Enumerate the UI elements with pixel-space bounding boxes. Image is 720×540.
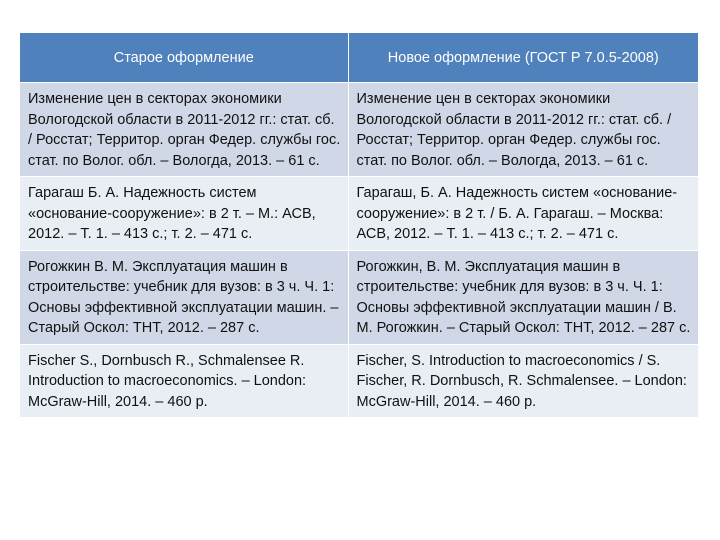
table-header-row [20,33,698,83]
cell-new-format: Fischer, S. Introduction to macroeconomics / S. Fischer, R. Dornbusch, R. Schmalensee. – London: McGraw-Hill, 2014. – 460 p. [348,344,698,417]
cell-old-format: Fischer S., Dornbusch R., Schmalensee R. Introduction to macroeconomics. – London: McGraw-Hill, 2014. – 460 p. [20,344,348,417]
table-row [20,83,698,177]
table-row [20,250,698,344]
cell-old-format: Рогожкин В. М. Эксплуатация машин в строительстве: учебник для вузов: в 3 ч. Ч. 1: Основы эффективной эксплуатации машин. – Старый Оскол: ТНТ, 2012. – 287 с. [20,250,348,344]
table-row [20,177,698,251]
cell-new-format: Изменение цен в секторах экономики Вологодской области в 2011-2012 гг.: стат. сб. / Росстат; Территор. орган Федер. службы гос. стат. по Волог. обл. – Вологда, 2013. – 61 с. [348,83,698,177]
citation-comparison-table [20,33,698,417]
cell-old-format: Гарагаш Б. А. Надежность систем «основание-сооружение»: в 2 т. – М.: АСВ, 2012. – Т. 1. – 413 с.; т. 2. – 471 с. [20,177,348,251]
cell-new-format: Рогожкин, В. М. Эксплуатация машин в строительстве: учебник для вузов: в 3 ч. Ч. 1: Основы эффективной эксплуатации машин / В. М. Рогожкин. – Старый Оскол: ТНТ, 2012. – 287 с. [348,250,698,344]
cell-old-format: Изменение цен в секторах экономики Вологодской области в 2011-2012 гг.: стат. сб. / Росстат; Территор. орган Федер. службы гос. стат. по Волог. обл. – Вологда, 2013. – 61 с. [20,83,348,177]
header-new-format: Новое оформление (ГОСТ Р 7.0.5-2008) [348,33,698,83]
header-old-format: Старое оформление [20,33,348,83]
table-row [20,344,698,417]
cell-new-format: Гарагаш, Б. А. Надежность систем «основание-сооружение»: в 2 т. / Б. А. Гарагаш. – Москва: АСВ, 2012. – Т. 1. – 413 с.; т. 2. – 471 с. [348,177,698,251]
